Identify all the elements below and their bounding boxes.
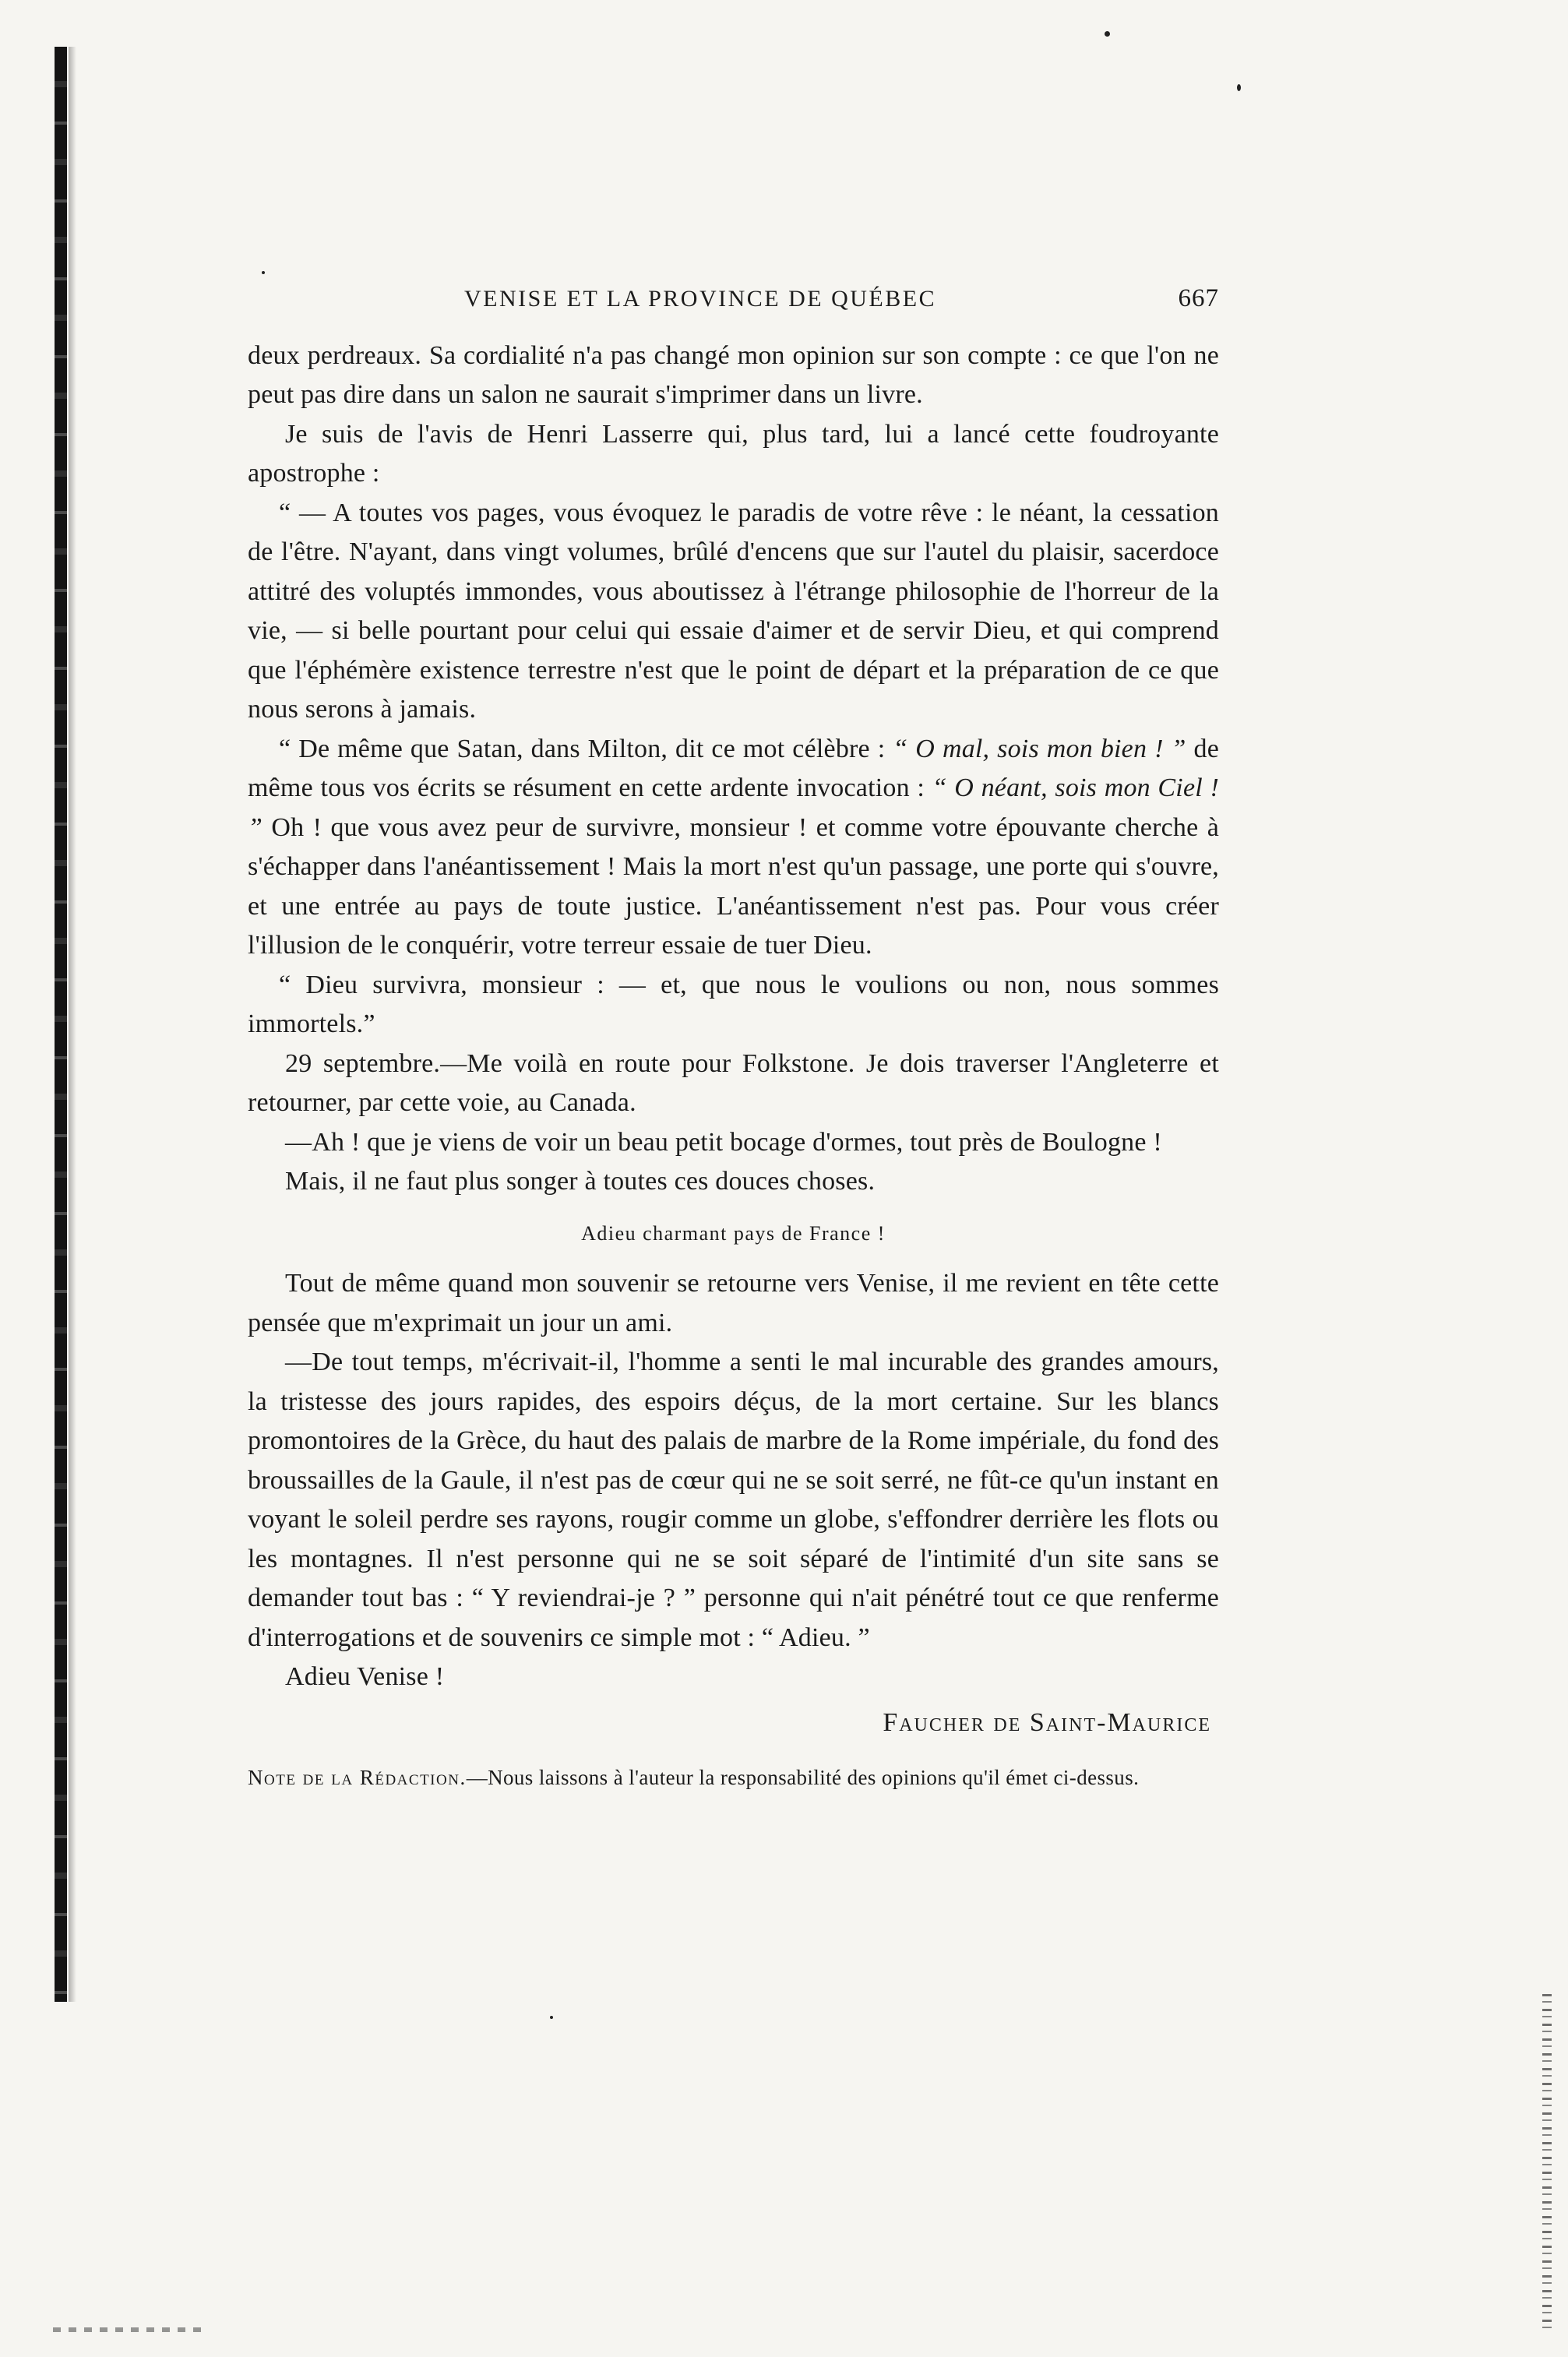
page-number: 667	[1178, 284, 1219, 312]
paragraph: Je suis de l'avis de Henri Lasserre qui, plus tard, lui a lancé cette foudroyante apostrophe :	[248, 419, 1219, 488]
paragraph: Adieu Venise !	[285, 1662, 445, 1691]
centered-line: Adieu charmant pays de France !	[581, 1221, 886, 1245]
scan-bottom-marks	[53, 2327, 201, 2332]
running-title: VENISE ET LA PROVINCE DE QUÉBEC	[464, 286, 937, 312]
text-run: Oh ! que vous avez peur de survivre, monsieur ! et comme votre épouvante cherche à s'échapper dans l'anéantissement ! Mais la mort n'est qu'un passage, une porte qui s'ouvre, et une entrée au pays de toute justice. L'anéantissement n'est pas. Pour vous créer l'illusion de le conquérir, votre terreur essaie de tuer Dieu.	[248, 812, 1219, 960]
page-body	[248, 279, 1219, 1791]
scan-speck	[1105, 31, 1110, 37]
scan-speck	[1237, 84, 1241, 91]
scan-edge-marks	[1542, 1994, 1552, 2329]
paragraph: —Ah ! que je viens de voir un beau petit bocage d'ormes, tout près de Boulogne !	[285, 1127, 1162, 1157]
paragraph: Mais, il ne faut plus songer à toutes ces douces choses.	[285, 1167, 876, 1196]
quoted-paragraph	[248, 730, 1219, 966]
italic-quote: “ O mal, sois mon bien ! ”	[893, 734, 1186, 763]
paragraph: —De tout temps, m'écrivait-il, l'homme a senti le mal incurable des grandes amours, la tristesse des jours rapides, des espoirs déçus, de la mort certaine. Sur les blancs promontoires de la Grèce, du haut des palais de marbre de la Rome impériale, du fond des broussailles de la Gaule, il n'est pas de cœur qui ne se soit serré, ne fût-ce qu'un instant en voyant le soleil perdre ses rayons, rougir comme un globe, s'effondrer derrière les flots ou les montagnes. Il n'est personne qui ne se soit séparé de l'intimité d'un site sans se demander tout bas : “ Y reviendrai-je ? ” personne qui n'ait pénétré tout ce que renferme d'interrogations et de souvenirs ce simple mot : “ Adieu. ”	[248, 1348, 1219, 1652]
book-binding-edge	[55, 47, 67, 2002]
quoted-paragraph: “ Dieu survivra, monsieur : — et, que nous le voulions ou non, nous sommes immortels.”	[248, 970, 1219, 1038]
note-label: Note de la Rédaction.	[248, 1766, 467, 1789]
author-signature: Faucher de Saint-Maurice	[883, 1707, 1211, 1737]
quoted-paragraph: “ — A toutes vos pages, vous évoquez le paradis de votre rêve : le néant, la cessation de l'être. N'ayant, dans vingt volumes, brûlé d'encens que sur l'autel du plaisir, sacerdoce attitré des voluptés immondes, vous aboutissez à l'étrange philosophie de l'horreur de la vie, — si belle pourtant pour celui qui essaie d'aimer et de servir Dieu, et qui comprend que l'éphémère existence terrestre n'est que le point de départ et la préparation de ce que nous serons à jamais.	[248, 498, 1219, 724]
scan-speck	[550, 2016, 553, 2019]
text-run: “ De même que Satan, dans Milton, dit ce mot célèbre :	[279, 734, 893, 763]
paragraph: 29 septembre.—Me voilà en route pour Folkstone. Je dois traverser l'Angleterre et retourner, par cette voie, au Canada.	[248, 1048, 1219, 1117]
running-head	[248, 279, 1219, 319]
paragraph: Tout de même quand mon souvenir se retourne vers Venise, il me revient en tête cette pensée que m'exprimait un jour un ami.	[248, 1269, 1219, 1337]
italic-quote: “ O néant, sois mon Ciel ! ”	[248, 773, 1219, 842]
binding-shadow	[69, 47, 76, 2002]
paragraph: deux perdreaux. Sa cordialité n'a pas changé mon opinion sur son compte : ce que l'on ne peut pas dire dans un salon ne saurait s'imprimer dans un livre.	[248, 340, 1219, 409]
text-run: de même tous vos écrits se résument en cette ardente invocation :	[248, 734, 1220, 802]
editorial-note	[248, 1764, 1219, 1791]
note-text: —Nous laissons à l'auteur la responsabilité des opinions qu'il émet ci-dessus.	[466, 1766, 1140, 1789]
scan-speck	[262, 271, 265, 274]
